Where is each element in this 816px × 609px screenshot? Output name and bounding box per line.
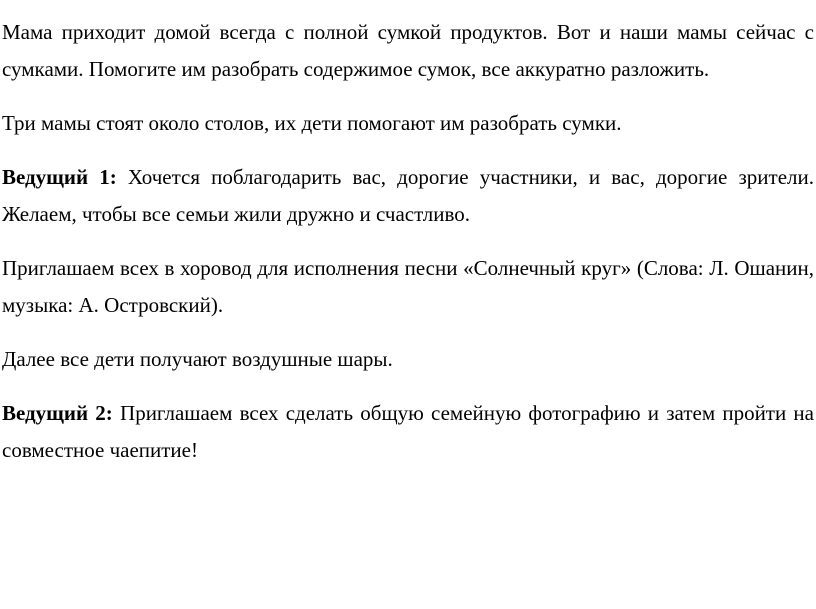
- paragraph-balloons: [0, 341, 816, 378]
- speaker-label: Ведущий 2:: [2, 401, 113, 425]
- paragraph-text: Далее все дети получают воздушные шары.: [2, 347, 393, 371]
- paragraph-text: Три мамы стоят около столов, их дети помогают им разобрать сумки.: [2, 111, 622, 135]
- paragraph-text: Приглашаем всех сделать общую семейную фотографию и затем пройти на совместное чаепитие!: [2, 401, 814, 462]
- paragraph-song: [0, 250, 816, 324]
- paragraph-text: Хочется поблагодарить вас, дорогие участники, и вас, дорогие зрители. Желаем, чтобы все семьи жили дружно и счастливо.: [2, 165, 814, 226]
- paragraph-host-1: [0, 159, 816, 233]
- document-body: [0, 14, 816, 486]
- paragraph-mothers: [0, 105, 816, 142]
- speaker-label: Ведущий 1:: [2, 165, 117, 189]
- paragraph-host-2: [0, 395, 816, 469]
- paragraph-intro: [0, 14, 816, 88]
- paragraph-text: Приглашаем всех в хоровод для исполнения песни «Солнечный круг» (Слова: Л. Ошанин, музыка: А. Островский).: [2, 256, 814, 317]
- paragraph-text: Мама приходит домой всегда с полной сумкой продуктов. Вот и наши мамы сейчас с сумками. Помогите им разобрать содержимое сумок, все аккуратно разложить.: [2, 20, 814, 81]
